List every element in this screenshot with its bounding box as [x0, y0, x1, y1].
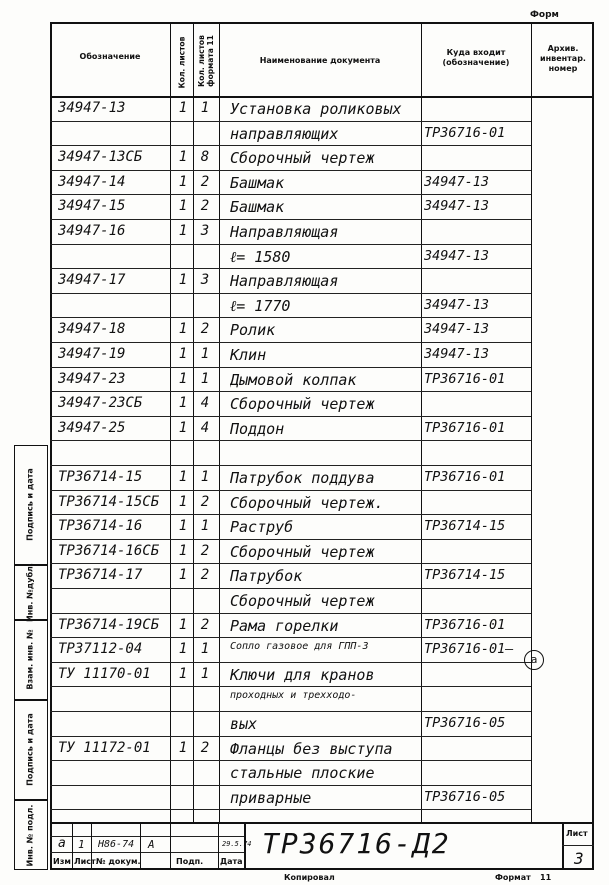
sheet-box-line [562, 845, 594, 846]
header-sheets-format-text: Кол. листов формата 11 [197, 35, 215, 87]
header-doc-name: Наименование документа [259, 56, 381, 65]
designation-cell: 34947-25 [58, 419, 126, 436]
row-line [50, 465, 531, 466]
row-line [50, 391, 531, 392]
sheets-format-cell: 2 [200, 616, 210, 633]
sheets-format-cell: 1 [200, 346, 210, 362]
doc-name-cell: Раструб [230, 518, 294, 537]
row-line [50, 686, 531, 687]
top-right-label: Форм [530, 10, 559, 20]
designation-cell: ТР36714-19СБ [58, 616, 160, 633]
row-line [50, 637, 531, 638]
tb-col-date: Дата [220, 857, 243, 866]
where-used-cell: ТР36716-01 [424, 469, 506, 485]
row-line [50, 662, 531, 663]
where-used-cell: ТР36716-01 [424, 616, 506, 633]
sheets-count-cell: 1 [178, 223, 188, 239]
sheets-format-cell: 4 [200, 395, 210, 412]
sheets-count-cell: 1 [178, 665, 188, 682]
row-line [50, 170, 531, 171]
header-designation: Обозначение [79, 52, 141, 61]
where-used-cell: ТР36716-05 [424, 788, 506, 805]
doc-name-cell: Рама горелки [230, 616, 339, 635]
header-archive: Архив. инвентар. номер [540, 44, 586, 73]
row-line [50, 194, 531, 195]
designation-cell: ТУ 11172-01 [58, 739, 151, 756]
doc-name-cell: Башмак [230, 198, 285, 217]
header-where-used: Куда входит (обозначение) [442, 48, 510, 67]
sheets-count-cell: 1 [178, 616, 188, 633]
sheet-label: Лист [566, 829, 588, 838]
sheet-number: 3 [574, 849, 584, 868]
col-divider [531, 22, 532, 822]
sheets-format-cell: 2 [200, 567, 210, 584]
doc-name-cell: вых [230, 715, 258, 733]
side-box-replaced-inv [14, 620, 48, 700]
designation-cell: 34947-19 [58, 346, 126, 362]
sheets-count-cell: 1 [178, 198, 188, 215]
row-line [50, 785, 531, 786]
tb-divider [170, 822, 171, 870]
row-line [50, 367, 531, 368]
row-line [50, 490, 531, 491]
doc-name-cell: Патрубок [230, 567, 303, 586]
sheets-count-cell: 1 [178, 518, 188, 535]
sheets-count-cell: 1 [178, 419, 188, 436]
sheets-format-cell: 1 [200, 641, 210, 658]
revision-circle-mark: а [524, 650, 544, 670]
footer-format-value: 11 [540, 873, 552, 882]
where-used-cell: ТР36716-05 [424, 715, 506, 731]
rev-date: 29.5.74 [222, 840, 252, 848]
col-divider [421, 22, 422, 822]
sheets-format-cell: 1 [200, 370, 210, 387]
document-code: ТР36716-Д2 [262, 827, 451, 860]
doc-name-cell: Направляющая [230, 272, 339, 291]
doc-name-cell: Сборочный чертеж [230, 592, 375, 610]
designation-cell: ТР36714-17 [58, 567, 143, 584]
doc-name-cell: Сопло газовое для ГПП-3 [230, 641, 369, 653]
side-box-dup-inv [14, 565, 48, 620]
col-divider [170, 22, 171, 870]
col-divider [193, 22, 194, 822]
doc-name-cell: направляющих [230, 124, 339, 143]
header-sheets-format [197, 21, 215, 101]
row-line [50, 711, 531, 712]
doc-name-cell: Сборочный чертеж. [230, 493, 384, 512]
sheets-format-cell: 1 [200, 665, 210, 682]
where-used-cell: 34947-13 [424, 346, 490, 362]
side-label-5: Инв. № подл. [25, 804, 35, 867]
row-line [50, 219, 531, 220]
sheets-count-cell: 1 [178, 100, 188, 116]
sheets-count-cell: 1 [178, 272, 188, 289]
title-block-mid-line-2 [50, 852, 244, 853]
where-used-cell: 34947-13 [424, 173, 490, 190]
doc-name-cell: Сборочный чертеж [230, 542, 375, 561]
doc-name-cell: Клин [230, 346, 267, 364]
sheets-format-cell: 1 [200, 100, 210, 116]
side-label-3: Взам. инв. № [25, 629, 35, 690]
sheets-count-cell: 1 [178, 567, 188, 584]
footer-copied: Копировал [284, 873, 335, 882]
where-used-cell: 34947-13 [424, 198, 490, 215]
header-bottom-line [50, 96, 594, 98]
row-line [50, 563, 531, 564]
doc-name-cell: приварные [230, 788, 312, 807]
rev-signature: А [148, 838, 155, 851]
rev-letter: а [58, 836, 66, 851]
sheets-count-cell: 1 [178, 346, 188, 362]
sheets-count-cell: 1 [178, 469, 188, 485]
doc-name-cell: ℓ= 1770 [230, 296, 291, 315]
designation-cell: ТР36714-16СБ [58, 542, 160, 559]
sheets-format-cell: 2 [200, 493, 210, 510]
doc-name-cell: Фланцы без выступа [230, 739, 393, 758]
designation-cell: 34947-17 [58, 272, 126, 289]
where-used-cell: 34947-13 [424, 247, 490, 264]
doc-name-cell: проходных и трехходо- [230, 690, 357, 702]
row-line [50, 760, 531, 761]
designation-cell: ТР36714-16 [58, 518, 143, 535]
sheets-count-cell: 1 [178, 321, 188, 338]
doc-name-cell: ℓ= 1580 [230, 247, 291, 266]
row-line [50, 613, 531, 614]
where-used-cell: ТР36716-01 [424, 124, 506, 141]
sheets-format-cell: 2 [200, 173, 210, 190]
side-label-2: Инв. №дубл. [25, 563, 35, 622]
side-label-1: Подпись и дата [25, 468, 35, 541]
row-line [50, 342, 531, 343]
sheets-count-cell: 1 [178, 641, 188, 658]
designation-cell: 34947-16 [58, 223, 126, 239]
sheets-count-cell: 1 [178, 395, 188, 412]
sheets-count-cell: 1 [178, 542, 188, 559]
side-box-signature-date-2 [14, 700, 48, 800]
row-line [50, 514, 531, 515]
row-line [50, 588, 531, 589]
sheets-format-cell: 4 [200, 419, 210, 436]
where-used-cell: 34947-13 [424, 321, 490, 338]
row-line [50, 121, 531, 122]
designation-cell: ТУ 11170-01 [58, 665, 151, 682]
sheets-count-cell: 1 [178, 173, 188, 190]
tb-divider [218, 822, 219, 870]
sheets-format-cell: 3 [200, 272, 210, 289]
doc-name-cell: Поддон [230, 419, 285, 438]
designation-cell: ТР36714-15СБ [58, 493, 160, 510]
rev-doc-no: Н86-74 [98, 839, 135, 850]
title-block-mid-line [50, 836, 244, 837]
row-line [50, 736, 531, 737]
sheets-count-cell: 1 [178, 739, 188, 756]
tb-divider [72, 822, 73, 870]
doc-name-cell: Сборочный чертеж [230, 149, 375, 168]
doc-name-cell: Установка роликовых [230, 100, 402, 118]
sheets-format-cell: 2 [200, 198, 210, 215]
tb-col-list: Лист [74, 857, 96, 866]
doc-name-cell: Направляющая [230, 223, 339, 241]
sheets-format-cell: 2 [200, 739, 210, 756]
designation-cell: 34947-13СБ [58, 149, 143, 166]
designation-cell: 34947-14 [58, 173, 126, 190]
row-line [50, 268, 531, 269]
where-used-cell: ТР36714-15 [424, 567, 506, 584]
sheets-format-cell: 2 [200, 542, 210, 559]
header-sheets-count: Кол. листов [177, 36, 187, 89]
designation-cell: 34947-23 [58, 370, 126, 387]
sheets-format-cell: 8 [200, 149, 210, 166]
side-box-original-inv [14, 800, 48, 870]
doc-name-cell: Патрубок поддува [230, 469, 375, 487]
doc-name-cell: Ключи для кранов [230, 665, 375, 684]
designation-cell: 34947-15 [58, 198, 126, 215]
sheets-count-cell: 1 [178, 370, 188, 387]
where-used-cell: ТР36716-01 [424, 370, 506, 387]
sheets-count-cell: 1 [178, 149, 188, 166]
designation-cell: 34947-18 [58, 321, 126, 338]
sheets-count-cell: 1 [178, 493, 188, 510]
doc-name-cell: Сборочный чертеж [230, 395, 375, 414]
doc-name-cell: Ролик [230, 321, 276, 340]
where-used-cell: ТР36716-01— [424, 641, 514, 658]
tb-col-doc: № докум. [96, 857, 141, 866]
designation-cell: ТР37112-04 [58, 641, 143, 658]
designation-cell: ТР36714-15 [58, 469, 143, 485]
tb-divider [562, 822, 564, 870]
row-line [50, 539, 531, 540]
tb-col-izm: Изм [53, 857, 71, 866]
designation-cell: 34947-23СБ [58, 395, 143, 412]
sheets-format-cell: 1 [200, 518, 210, 535]
footer-format-label: Формат [495, 873, 531, 882]
where-used-cell: 34947-13 [424, 296, 490, 313]
title-block-top-line [50, 822, 594, 824]
doc-name-cell: стальные плоские [230, 764, 375, 783]
tb-col-sign: Подп. [176, 857, 204, 866]
col-divider [219, 22, 220, 822]
row-line [50, 317, 531, 318]
designation-cell: 34947-13 [58, 100, 126, 116]
row-line [50, 145, 531, 146]
sheets-format-cell: 2 [200, 321, 210, 338]
doc-name-cell: Башмак [230, 173, 285, 192]
row-line [50, 809, 531, 810]
side-label-4: Подпись и дата [25, 713, 35, 786]
doc-name-cell: Дымовой колпак [230, 370, 357, 389]
sheets-format-cell: 3 [200, 223, 210, 239]
row-line [50, 416, 531, 417]
where-used-cell: ТР36714-15 [424, 518, 506, 535]
where-used-cell: ТР36716-01 [424, 419, 506, 436]
row-line [50, 293, 531, 294]
rev-sheet: 1 [78, 838, 85, 851]
row-line [50, 440, 531, 441]
row-line [50, 244, 531, 245]
side-box-signature-date-1 [14, 445, 48, 565]
sheets-format-cell: 1 [200, 469, 210, 485]
